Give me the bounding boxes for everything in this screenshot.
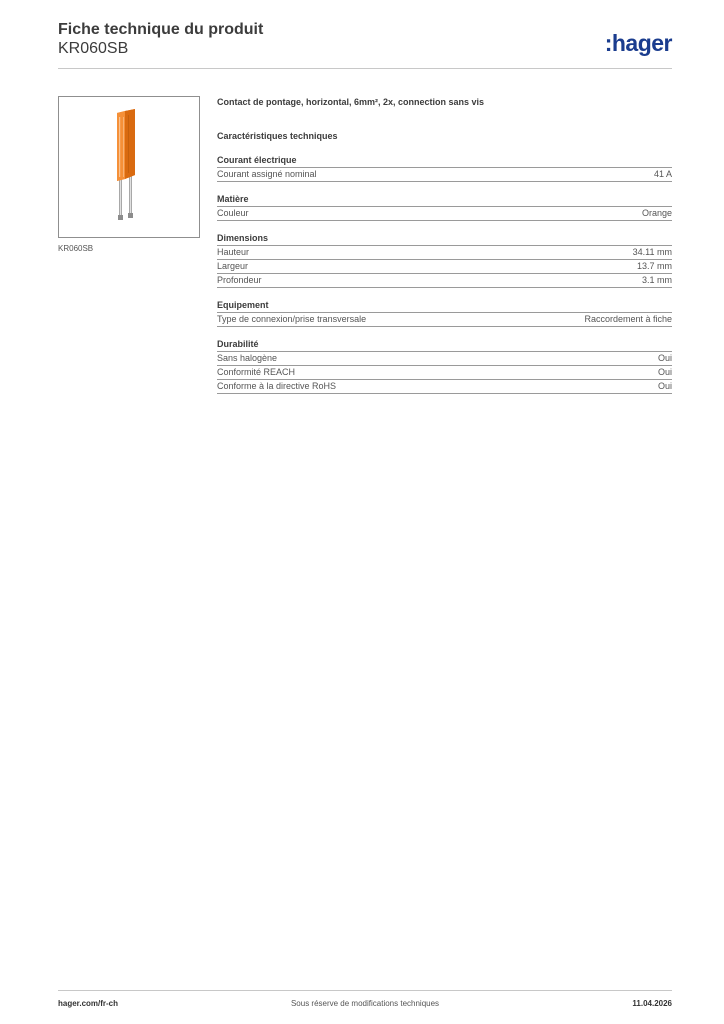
- spec-label: Profondeur: [217, 275, 262, 285]
- spec-value: 13.7 mm: [636, 261, 672, 271]
- spec-row: [217, 312, 672, 327]
- spec-row: [217, 245, 672, 259]
- spec-group-title: Dimensions: [217, 233, 269, 243]
- spec-group-title: Courant électrique: [217, 155, 297, 165]
- footer-divider: [58, 990, 672, 991]
- footer-disclaimer: Sous réserve de modifications techniques: [290, 999, 440, 1008]
- spec-label: Conforme à la directive RoHS: [217, 381, 337, 391]
- footer: [58, 998, 672, 1010]
- spec-row: [217, 167, 672, 182]
- specs-title: Caractéristiques techniques: [217, 131, 338, 141]
- spec-content: [217, 95, 672, 394]
- footer-date: 11.04.2026: [632, 999, 672, 1008]
- spec-label: Courant assigné nominal: [217, 169, 317, 179]
- spec-value: 41 A: [653, 169, 672, 179]
- spec-value: Oui: [657, 381, 672, 391]
- spec-group-courant: [217, 153, 672, 182]
- hager-logo[interactable]: :hager: [604, 30, 672, 56]
- spec-label: Largeur: [217, 261, 249, 271]
- spec-group-dimensions: [217, 231, 672, 288]
- spec-label: Type de connexion/prise transversale: [217, 314, 367, 324]
- spec-row: [217, 259, 672, 273]
- spec-value: Orange: [641, 208, 672, 218]
- spec-group-equipement: [217, 298, 672, 327]
- spec-row: [217, 379, 672, 394]
- spec-value: 34.11 mm: [632, 247, 672, 257]
- spec-value: Oui: [657, 367, 672, 377]
- spec-row: [217, 351, 672, 365]
- header-divider: [58, 68, 672, 69]
- spec-group-title: Durabilité: [217, 339, 259, 349]
- footer-website-link[interactable]: hager.com/fr-ch: [58, 999, 119, 1008]
- product-description: Contact de pontage, horizontal, 6mm², 2x, connection sans vis: [217, 97, 485, 107]
- product-code: KR060SB: [58, 40, 129, 57]
- spec-group-title: Equipement: [217, 300, 269, 310]
- image-caption: KR060SB: [58, 244, 94, 253]
- spec-label: Hauteur: [217, 247, 250, 257]
- bridge-contact-illustration: [59, 97, 199, 237]
- spec-group-durabilite: [217, 337, 672, 394]
- spec-row: [217, 206, 672, 221]
- spec-value: 3.1 mm: [641, 275, 672, 285]
- spec-row: [217, 365, 672, 379]
- spec-value: Oui: [657, 353, 672, 363]
- spec-group-matiere: [217, 192, 672, 221]
- spec-label: Sans halogène: [217, 353, 278, 363]
- spec-row: [217, 273, 672, 288]
- spec-label: Conformité REACH: [217, 367, 296, 377]
- spec-value: Raccordement à fiche: [584, 314, 672, 324]
- product-image: [58, 96, 200, 238]
- page-title: Fiche technique du produit: [58, 21, 264, 38]
- spec-group-title: Matière: [217, 194, 249, 204]
- spec-label: Couleur: [217, 208, 249, 218]
